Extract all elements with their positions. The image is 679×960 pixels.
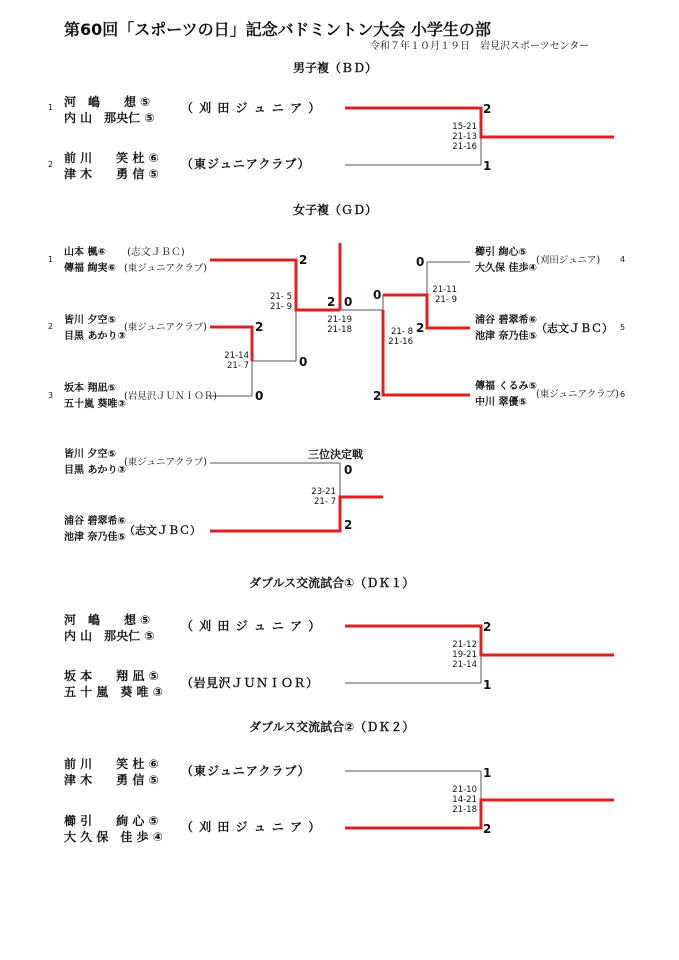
dk1-team1-club: （ 刈 田 ジ ュ ニ ア ） — [181, 619, 322, 633]
gd-rs-game-2: 21-16 — [388, 337, 413, 347]
gd-r6-player2: 中川 翠優⑤ — [475, 397, 527, 408]
dk1-team2-player2: 五 十 嵐 葵 唯 ③ — [64, 685, 163, 699]
gd-score-l3: 0 — [255, 389, 264, 403]
dk2-team1-player2: 津 木 勇 信 ⑤ — [64, 773, 159, 787]
third-team1-player2: 目黒 あかり③ — [64, 465, 126, 476]
gd-section-title: 女子複（ＧＤ） — [293, 203, 378, 217]
gd-l1-player2: 傳福 絢実⑥ — [64, 263, 116, 274]
dk1-team1-player2: 内 山 那央仁 ⑤ — [64, 629, 155, 643]
third-team1-club: (東ジュニアクラブ) — [124, 457, 207, 468]
dk1-game-1: 21-12 — [452, 640, 477, 650]
gd-score-l2: 2 — [255, 320, 264, 334]
gd-l1-club2: (東ジュニアクラブ) — [124, 263, 207, 274]
gd-l1-player1: 山本 楓⑥ — [64, 247, 106, 258]
third-team2-club: （志文ＪＢＣ） — [124, 524, 201, 537]
dk1-team1-player1: 河 嶋 想 ⑤ — [64, 613, 151, 627]
dk1-team1-score: 2 — [483, 620, 492, 634]
dk2-game-scores — [440, 785, 477, 815]
dk2-game-3: 21-18 — [452, 805, 477, 815]
page-title: 第60回「スポーツの日」記念バドミントン大会 小学生の部 — [64, 20, 491, 39]
gd-rq-game-2: 21- 9 — [435, 295, 457, 305]
bd-team1-score: 2 — [483, 102, 492, 116]
gd-rq-games — [429, 285, 457, 305]
gd-ls-game-1: 21- 5 — [270, 292, 292, 302]
date-venue: 令和７年１０月１９日 岩見沢スポーツセンター — [370, 41, 590, 52]
gd-lq-game-2: 21- 7 — [227, 361, 249, 371]
dk2-game-1: 21-10 — [452, 785, 477, 795]
dk1-game-scores — [440, 640, 477, 670]
gd-r4-club: (刈田ジュニア) — [536, 255, 601, 266]
third-team2-player1: 浦谷 碧翠希⑥ — [64, 516, 126, 527]
gd-final-game-2: 21-18 — [327, 325, 352, 335]
dk2-team1-player1: 前 川 笑 杜 ⑥ — [64, 757, 159, 771]
gd-ls-game-2: 21- 9 — [270, 302, 292, 312]
dk2-team2-player2: 大 久 保 佳 歩 ④ — [64, 830, 163, 844]
bd-team2-player1: 前 川 笑 杜 ⑥ — [64, 151, 159, 165]
bd-game-scores — [440, 122, 477, 152]
gd-ls-games — [264, 292, 292, 312]
third-team1-score: 0 — [344, 463, 353, 477]
gd-l3-player2: 五十嵐 葵唯③ — [64, 399, 126, 410]
gd-r5-club: （志文ＪＢＣ） — [536, 322, 613, 335]
bd-team2-score: 1 — [483, 159, 492, 173]
gd-final-games — [324, 315, 352, 335]
dk1-game-3: 21-14 — [452, 660, 477, 670]
gd-score-final-right: 0 — [344, 295, 353, 309]
third-games — [305, 487, 336, 507]
bd-seed-2: 2 — [48, 160, 54, 169]
bd-section-title: 男子複（ＢＤ） — [293, 61, 378, 75]
dk1-team2-club: （岩見沢ＪＵＮＩＯＲ） — [181, 676, 319, 690]
gd-r5-player1: 浦谷 碧翠希⑥ — [475, 315, 537, 326]
dk2-team1-score: 1 — [483, 766, 492, 780]
dk1-winner-line — [345, 626, 614, 655]
gd-r6-club: (東ジュニアクラブ) — [536, 389, 619, 400]
gd-final-game-1: 21-19 — [327, 315, 352, 325]
gd-l3-club: (岩見沢ＪＵＮＩＯＲ) — [124, 391, 217, 402]
gd-seed-5: 5 — [620, 323, 626, 332]
dk2-team2-score: 2 — [483, 822, 492, 836]
gd-score-final-left: 2 — [327, 295, 336, 309]
gd-l3-player1: 坂本 翔凪⑤ — [64, 383, 116, 394]
dk1-game-2: 19-21 — [452, 650, 477, 660]
bd-game-2: 21-13 — [452, 132, 477, 142]
gd-l2-club: (東ジュニアクラブ) — [124, 322, 207, 333]
dk1-section-title: ダブルス交流試合①（ＤＫ１） — [249, 576, 415, 590]
gd-score-lm: 0 — [299, 355, 308, 369]
gd-score-r6: 2 — [373, 389, 382, 403]
third-section-title: 三位決定戦 — [308, 448, 363, 461]
third-team2-score: 2 — [344, 518, 353, 532]
dk2-winner-line — [345, 800, 614, 828]
gd-seed-4: 4 — [620, 255, 626, 264]
bd-team1-club: （ 刈 田 ジ ュ ニ ア ） — [181, 101, 322, 115]
dk2-team2-club: （ 刈 田 ジ ュ ニ ア ） — [181, 820, 322, 834]
third-winner-line — [210, 497, 383, 531]
bd-team1-player1: 河 嶋 想 ⑤ — [64, 95, 151, 109]
gd-l2-player2: 目黒 あかり③ — [64, 331, 126, 342]
dk1-team2-player1: 坂 本 翔 凪 ⑤ — [64, 669, 159, 683]
third-game-1: 23-21 — [311, 487, 336, 497]
bd-winner-line — [345, 108, 614, 137]
gd-score-r5: 2 — [416, 321, 425, 335]
gd-seed-1: 1 — [48, 255, 54, 264]
bd-game-3: 21-16 — [452, 142, 477, 152]
bd-team2-club: （東ジュニアクラブ） — [181, 157, 311, 171]
gd-r5-player2: 池津 奈乃佳⑤ — [475, 331, 537, 342]
third-game-2: 21- 7 — [314, 497, 336, 507]
dk2-team2-player1: 櫛 引 絢 心 ⑤ — [64, 814, 159, 828]
dk1-team2-score: 1 — [483, 678, 492, 692]
gd-r6-player1: 傳福 くるみ⑤ — [475, 381, 537, 392]
bd-team2-player2: 津 木 勇 信 ⑤ — [64, 167, 159, 181]
bd-team1-player2: 内 山 那央仁 ⑤ — [64, 111, 155, 125]
gd-score-r1: 0 — [416, 255, 425, 269]
dk2-section-title: ダブルス交流試合②（ＤＫ２） — [249, 720, 415, 734]
bd-game-1: 15-21 — [452, 122, 477, 132]
gd-seed-3: 3 — [48, 391, 54, 400]
gd-l2-player1: 皆川 夕空⑤ — [64, 315, 116, 326]
gd-seed-2: 2 — [48, 322, 54, 331]
dk2-team1-club: （東ジュニアクラブ） — [181, 764, 311, 778]
gd-score-top1: 2 — [299, 253, 308, 267]
bd-seed-1: 1 — [48, 103, 54, 112]
gd-r4-player1: 櫛引 絢心⑤ — [475, 247, 527, 258]
gd-rs-games — [385, 327, 413, 347]
gd-rq-game-1: 21-11 — [432, 285, 457, 295]
gd-seed-6: 6 — [620, 390, 626, 399]
gd-r4-player2: 大久保 佳歩④ — [475, 263, 537, 274]
gd-rs-game-1: 21- 8 — [391, 327, 413, 337]
dk2-game-2: 14-21 — [452, 795, 477, 805]
gd-score-rm: 0 — [373, 288, 382, 302]
gd-lq-games — [221, 351, 249, 371]
third-team1-player1: 皆川 夕空⑤ — [64, 449, 116, 460]
gd-l1-club1: (志文ＪＢＣ) — [127, 247, 185, 258]
gd-lq-game-1: 21-14 — [224, 351, 249, 361]
third-team2-player2: 池津 奈乃佳⑤ — [64, 532, 126, 543]
